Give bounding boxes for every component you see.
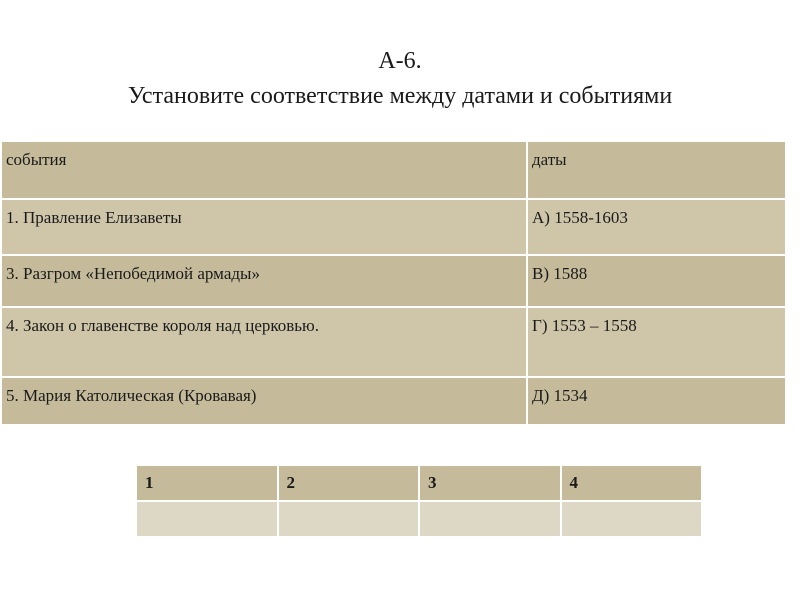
answer-cell-4[interactable] — [561, 501, 703, 537]
answer-table — [135, 464, 703, 538]
table-row — [1, 199, 786, 255]
header-events: события — [1, 141, 527, 199]
answer-header-row — [136, 465, 702, 501]
event-cell: 1. Правление Елизаветы — [1, 199, 527, 255]
table-row — [1, 307, 786, 377]
title-code: А-6. — [378, 48, 422, 74]
date-cell: В) 1588 — [527, 255, 786, 307]
header-dates: даты — [527, 141, 786, 199]
answer-cell-2[interactable] — [278, 501, 420, 537]
table-row — [1, 255, 786, 307]
answer-blank-row — [136, 501, 702, 537]
answer-header-3: 3 — [419, 465, 561, 501]
event-cell: 5. Мария Католическая (Кровавая) — [1, 377, 527, 425]
slide-title — [0, 44, 800, 114]
answer-cell-1[interactable] — [136, 501, 278, 537]
answer-cell-3[interactable] — [419, 501, 561, 537]
event-cell: 3. Разгром «Непобедимой армады» — [1, 255, 527, 307]
date-cell: Д) 1534 — [527, 377, 786, 425]
table-row — [1, 377, 786, 425]
title-instruction: Установите соответствие между датами и событиями — [127, 83, 673, 109]
table-header-row — [1, 141, 786, 199]
event-cell: 4. Закон о главенстве короля над церковью. — [1, 307, 527, 377]
date-cell: Г) 1553 – 1558 — [527, 307, 786, 377]
answer-header-2: 2 — [278, 465, 420, 501]
answer-header-1: 1 — [136, 465, 278, 501]
answer-header-4: 4 — [561, 465, 703, 501]
matching-table — [0, 140, 787, 426]
date-cell: А) 1558-1603 — [527, 199, 786, 255]
